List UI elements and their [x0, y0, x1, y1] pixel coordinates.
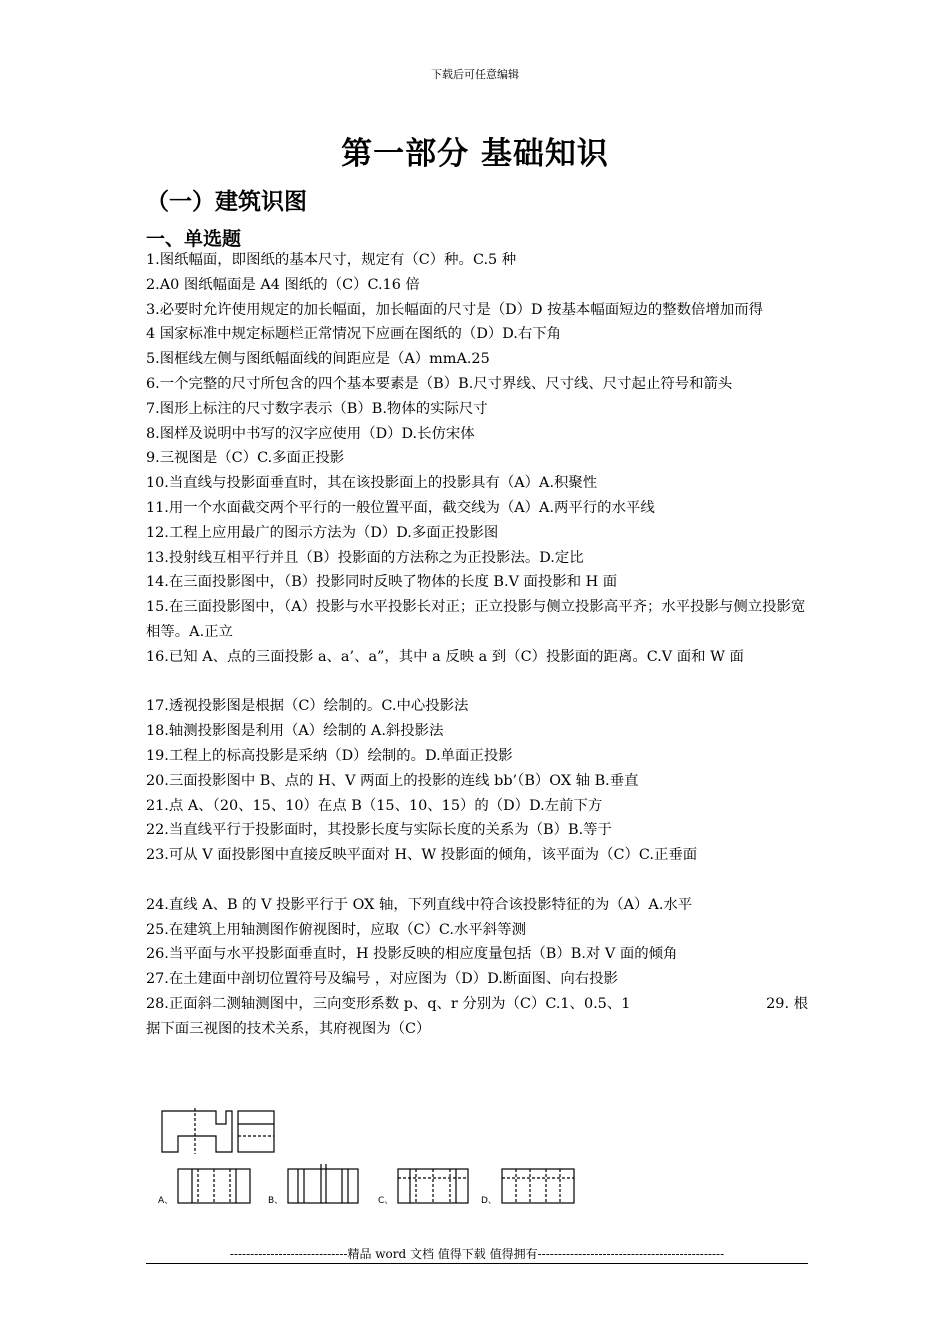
question-24: 24.直线 A、B 的 V 投影平行于 OX 轴，下列直线中符合该投影特征的为（A）A.水平	[146, 896, 693, 913]
three-view-figure	[158, 1106, 588, 1216]
question-23: 23.可从 V 面投影图中直接反映平面对 H、W 投影面的倾角，该平面为（C）C.正垂面	[146, 847, 698, 864]
option-c-view	[398, 1169, 468, 1203]
question-7: 7.图形上标注的尺寸数字表示（B）B.物体的实际尺寸	[146, 400, 488, 417]
question-1: 1.图纸幅面，即图纸的基本尺寸，规定有（C）种。C.5 种	[146, 252, 517, 268]
question-12: 12.工程上应用最广的图示方法为（D）D.多面正投影图	[146, 524, 499, 541]
option-a-label: A、	[158, 1196, 174, 1206]
question-27: 27.在土建面中剖切位置符号及编号 ，对应图为（D）D.断面图、向右投影	[146, 971, 618, 988]
question-2: 2.A0 图纸幅面是 A4 图纸的（C）C.16 倍	[146, 276, 420, 293]
footer-rule	[146, 1263, 808, 1264]
header-note: 下载后可任意编辑	[431, 68, 519, 81]
question-28-line	[146, 992, 808, 1017]
question-list	[146, 248, 808, 1042]
question-9: 9.三视图是（C）C.多面正投影	[146, 450, 345, 467]
question-17: 17.透视投影图是根据（C）绘制的。C.中心投影法	[146, 698, 469, 715]
question-18: 18.轴测投影图是利用（A）绘制的 A.斜投影法	[146, 723, 444, 740]
question-29-start: 29. 根	[766, 995, 808, 1012]
question-15: 15.在三面投影图中，（A）投影与水平投影长对正；正立投影与侧立投影高平齐；水平投影与侧立投影宽相等。A.正立	[146, 599, 806, 640]
option-a-view	[178, 1169, 250, 1203]
option-c-label: C、	[378, 1196, 394, 1206]
question-3: 3.必要时允许使用规定的加长幅面，加长幅面的尺寸是（D）D 按基本幅面短边的整数倍增加而得	[146, 301, 764, 318]
question-25: 25.在建筑上用轴测图作俯视图时，应取（C）C.水平斜等测	[146, 921, 526, 938]
question-14: 14.在三面投影图中，（B）投影同时反映了物体的长度 B.V 面投影和 H 面	[146, 574, 618, 591]
section-title: （一）建筑识图	[146, 188, 307, 215]
option-b-view	[288, 1164, 358, 1203]
blank-line	[146, 868, 808, 893]
side-view	[238, 1111, 274, 1152]
question-22: 22.当直线平行于投影面时，其投影长度与实际长度的关系为（B）B.等于	[146, 822, 612, 839]
question-4: 4 国家标准中规定标题栏正常情况下应画在图纸的（D）D.右下角	[146, 326, 562, 343]
footer-note: -----------------------------精品 word 文档 值得下载 值得拥有----------------------------------------------	[229, 1247, 725, 1261]
blank-line	[146, 670, 808, 695]
question-28: 28.正面斜二测轴测图中，三向变形系数 p、q、r 分别为（C）C.1、0.5、1	[146, 995, 631, 1012]
front-view	[162, 1111, 232, 1152]
question-6: 6.一个完整的尺寸所包含的四个基本要素是（B）B.尺寸界线、尺寸线、尺寸起止符号和箭头	[146, 375, 733, 392]
question-5: 5.图框线左侧与图纸幅面线的间距应是（A）mmA.25	[146, 351, 490, 368]
question-16: 16.已知 A、点的三面投影 a、a’、a”，其中 a 反映 a 到（C）投影面的距离。C.V 面和 W 面	[146, 648, 744, 665]
question-20: 20.三面投影图中 B、点的 H、V 两面上的投影的连线 bb’（B）OX 轴 B.垂直	[146, 772, 639, 789]
question-19: 19.工程上的标高投影是采纳（D）绘制的。D.单面正投影	[146, 747, 513, 764]
question-21: 21.点 A、（20、15、10）在点 B（15、10、15）的（D）D.左前下方	[146, 797, 603, 814]
question-13: 13.投射线互相平行并且（B）投影面的方法称之为正投影法。D.定比	[146, 549, 584, 566]
option-d-label: D、	[481, 1196, 497, 1206]
option-d-view	[502, 1169, 574, 1203]
subsection-title: 一、单选题	[146, 228, 242, 250]
option-b-label: B、	[268, 1196, 284, 1206]
question-8: 8.图样及说明中书写的汉字应使用（D）D.长仿宋体	[146, 425, 475, 442]
question-29-rest: 据下面三视图的技术关系，其府视图为（C）	[146, 1020, 431, 1037]
question-26: 26.当平面与水平投影面垂直时，H 投影反映的相应度量包括（B）B.对 V 面的倾角	[146, 946, 678, 963]
question-11: 11.用一个水面截交两个平行的一般位置平面，截交线为（A）A.两平行的水平线	[146, 499, 655, 516]
question-10: 10.当直线与投影面垂直时，其在该投影面上的投影具有（A）A.积聚性	[146, 475, 598, 492]
page-title: 第一部分 基础知识	[341, 136, 609, 172]
